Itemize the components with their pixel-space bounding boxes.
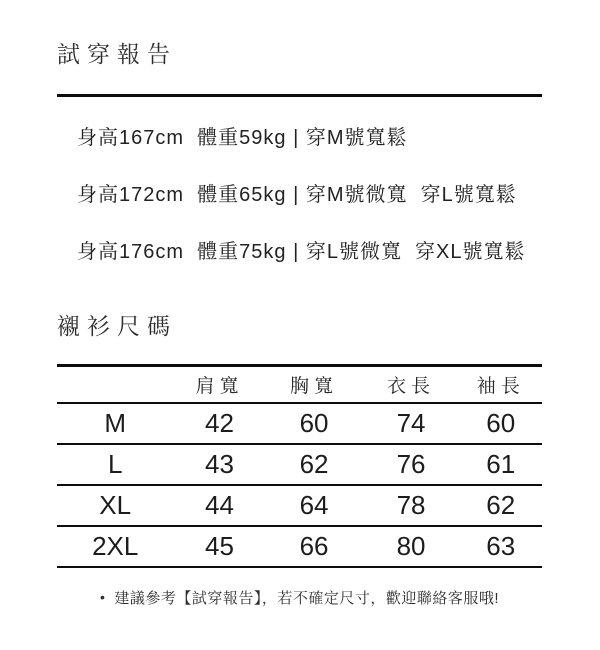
table-cell: 62 [266, 444, 363, 485]
fitting-report-list [57, 128, 542, 262]
fitting-entry: 身高172cm 體重65kg | 穿M號微寬 穿L號寬鬆 [77, 184, 517, 207]
column-header-sleeve: 袖長 [460, 366, 542, 403]
table-cell: 44 [173, 485, 265, 526]
table-cell: 76 [363, 444, 460, 485]
table-cell: 43 [173, 444, 265, 485]
table-cell: 78 [363, 485, 460, 526]
size-label: XL [57, 485, 173, 526]
fitting-entry: 身高167cm 體重59kg | 穿M號寬鬆 [77, 127, 408, 150]
size-label: L [57, 444, 173, 485]
column-header-chest: 胸寬 [266, 366, 363, 403]
size-chart-title: 襯衫尺碼 [57, 313, 177, 340]
bullet-icon: • [99, 588, 106, 605]
fitting-report-title: 試穿報告 [57, 41, 177, 67]
table-cell: 42 [173, 403, 265, 444]
table-row [57, 526, 542, 567]
table-cell: 64 [266, 485, 363, 526]
table-cell: 60 [460, 403, 542, 444]
table-cell: 61 [460, 444, 542, 485]
size-label: 2XL [57, 526, 173, 567]
table-cell: 63 [460, 526, 542, 567]
column-header-shoulder: 肩寬 [173, 366, 265, 403]
table-cell: 60 [266, 403, 363, 444]
size-chart-table [57, 364, 542, 568]
column-header-length: 衣長 [363, 366, 460, 403]
table-header-row [57, 366, 542, 403]
fitting-entry: 身高176cm 體重75kg | 穿L號微寬 穿XL號寬鬆 [77, 241, 526, 264]
footer-note [57, 589, 542, 608]
table-row [57, 403, 542, 444]
table-cell: 62 [460, 485, 542, 526]
size-label: M [57, 403, 173, 444]
table-cell: 80 [363, 526, 460, 567]
fitting-report-divider [57, 94, 542, 97]
table-cell: 66 [266, 526, 363, 567]
table-cell: 45 [173, 526, 265, 567]
table-row [57, 485, 542, 526]
footer-note-text: 建議參考【試穿報告】，若不確定尺寸，歡迎聯絡客服哦! [114, 589, 500, 607]
table-row [57, 444, 542, 485]
table-cell: 74 [363, 403, 460, 444]
column-header-size [57, 366, 173, 403]
